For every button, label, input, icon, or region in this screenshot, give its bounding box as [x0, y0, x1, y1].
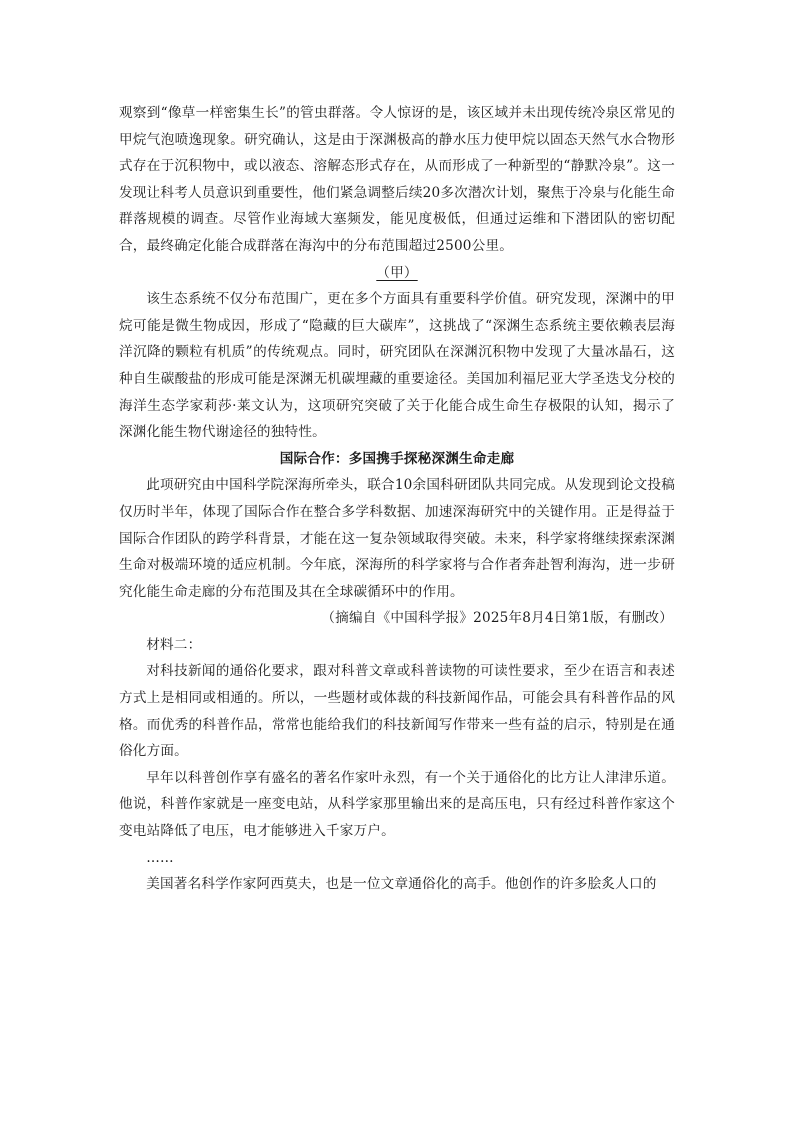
- source-citation: （摘编自《中国科学报》2025年8月4日第1版，有删改）: [321, 610, 673, 627]
- paragraph-continuation: 观察到“像草一样密集生长”的管虫群落。令人惊讶的是，该区域并未出现传统冷泉区常见的甲烷气泡喷逸现象。研究确认，这是由于深渊极高的静水压力使甲烷以固态天然气水合物形式存在于沉积物中，或以液态、溶解态形式存在，从而形成了一种新型的“静默冷泉”。这一发现让科考人员意识到重要性，他们紧急调整后续20多次潜次计划，聚焦于冷泉与化能生命群落规模的调查。尽管作业海域大塞频发，能见度极低，但通过运维和下潜团队的密切配合，最终确定化能合成群落在海沟中的分布范围超过2500公里。: [119, 105, 675, 254]
- ellipsis-line: ……: [146, 849, 174, 866]
- section-heading-international: 国际合作：多国携手探秘深渊生命走廊: [279, 450, 515, 467]
- paragraph-ecosystem-value: 该生态系统不仅分布范围广，更在多个方面具有重要科学价值。研究发现，深渊中的甲烷可能是微生物成因，形成了“隐藏的巨大碳库”，这挑战了“深渊生态系统主要依赖表层海洋沉降的颗粒有机质”的传统观点。同时，研究团队在深渊沉积物中发现了大量冰晶石，这种自生碳酸盐的形成可能是深渊无机碳埋藏的重要途径。美国加利福尼亚大学圣迭戈分校的海洋生态学家莉莎·莱文认为，这项研究突破了关于化能合成生命生存极限的认知，揭示了深渊化能生物代谢途径的独特性。: [119, 291, 675, 441]
- paragraph-asimov: 美国著名科学作家阿西莫夫，也是一位文章通俗化的高手。他创作的许多脍炙人口的: [146, 876, 657, 893]
- material-two-label: 材料二：: [146, 636, 202, 653]
- paragraph-international-cooperation: 此项研究由中国科学院深海所牵头，联合10余国科研团队共同完成。从发现到论文投稿仅历时半年，体现了国际合作在整合多学科数据、加速深海研究中的关键作用。正是得益于国际合作团队的跨学科背景，才能在这一复杂领域取得突破。未来，科学家将继续探索深渊生命对极端环境的适应机制。今年底，深海所的科学家将与合作者奔赴智利海沟，进一步研究化能生命走廊的分布范围及其在全球碳循环中的作用。: [119, 477, 675, 600]
- paragraph-popularization: 对科技新闻的通俗化要求，跟对科普文章或科普读物的可读性要求，至少在语言和表述方式上是相同或相通的。所以，一些题材或体裁的科技新闻作品，可能会具有科普作品的风格。而优秀的科普作品，常常也能给我们的科技新闻写作带来一些有益的启示，特别是在通俗化方面。: [119, 663, 675, 760]
- paragraph-ye-yonglie: 早年以科普创作享有盛名的著名作家叶永烈，有一个关于通俗化的比方让人津津乐道。他说，科普作家就是一座变电站，从科学家那里输出来的是高压电，只有经过科普作家这个变电站降低了电压，电才能够进入千家万户。: [119, 769, 675, 840]
- section-marker-text: （甲）: [376, 264, 418, 281]
- article-body: [119, 100, 675, 898]
- section-marker-jia: [119, 260, 675, 287]
